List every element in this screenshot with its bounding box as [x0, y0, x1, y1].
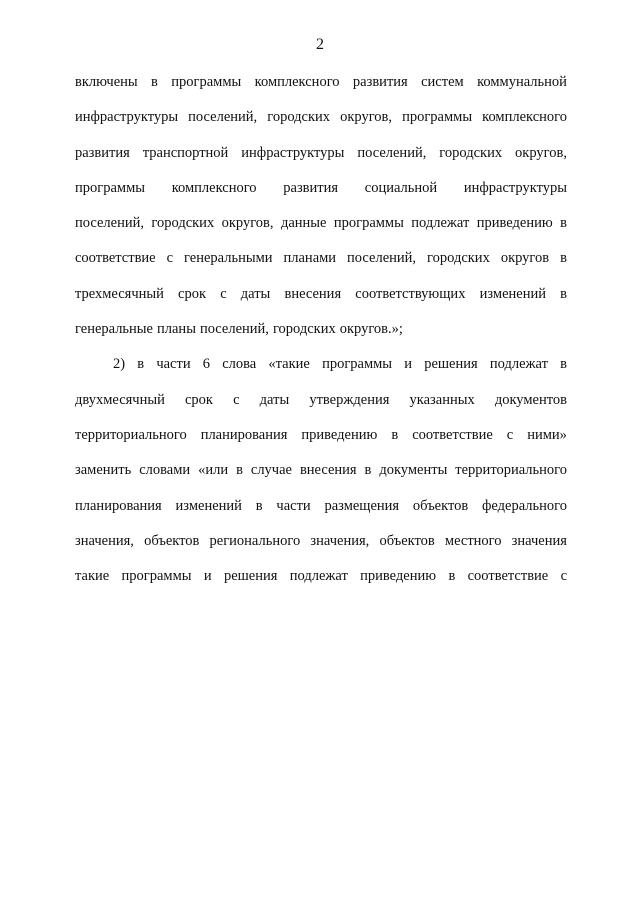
document-body — [75, 72, 567, 601]
text-line: программы комплексного развития социальной инфраструктуры — [75, 179, 567, 196]
text-line: 2) в части 6 слова «такие программы и решения подлежат в — [113, 356, 567, 373]
text-line: развития транспортной инфраструктуры поселений, городских округов, — [75, 144, 567, 161]
page-number: 2 — [316, 36, 324, 53]
text-line: заменить словами «или в случае внесения в документы территориального — [75, 462, 567, 479]
text-line: инфраструктуры поселений, городских округов, программы комплексного — [75, 109, 567, 126]
text-line: такие программы и решения подлежат приведению в соответствие с — [75, 568, 567, 585]
text-line: соответствие с генеральными планами поселений, городских округов в — [75, 250, 567, 267]
text-line: двухмесячный срок с даты утверждения указанных документов — [75, 391, 567, 408]
text-line: трехмесячный срок с даты внесения соответствующих изменений в — [75, 285, 567, 302]
text-line: территориального планирования приведению в соответствие с ними» — [75, 426, 567, 443]
text-line: включены в программы комплексного развития систем коммунальной — [75, 74, 567, 90]
text-line: поселений, городских округов, данные программы подлежат приведению в — [75, 215, 567, 232]
text-line: планирования изменений в части размещения объектов федерального — [75, 497, 567, 514]
text-line: значения, объектов регионального значения, объектов местного значения — [75, 532, 567, 549]
text-line: генеральные планы поселений, городских округов.»; — [75, 321, 403, 338]
